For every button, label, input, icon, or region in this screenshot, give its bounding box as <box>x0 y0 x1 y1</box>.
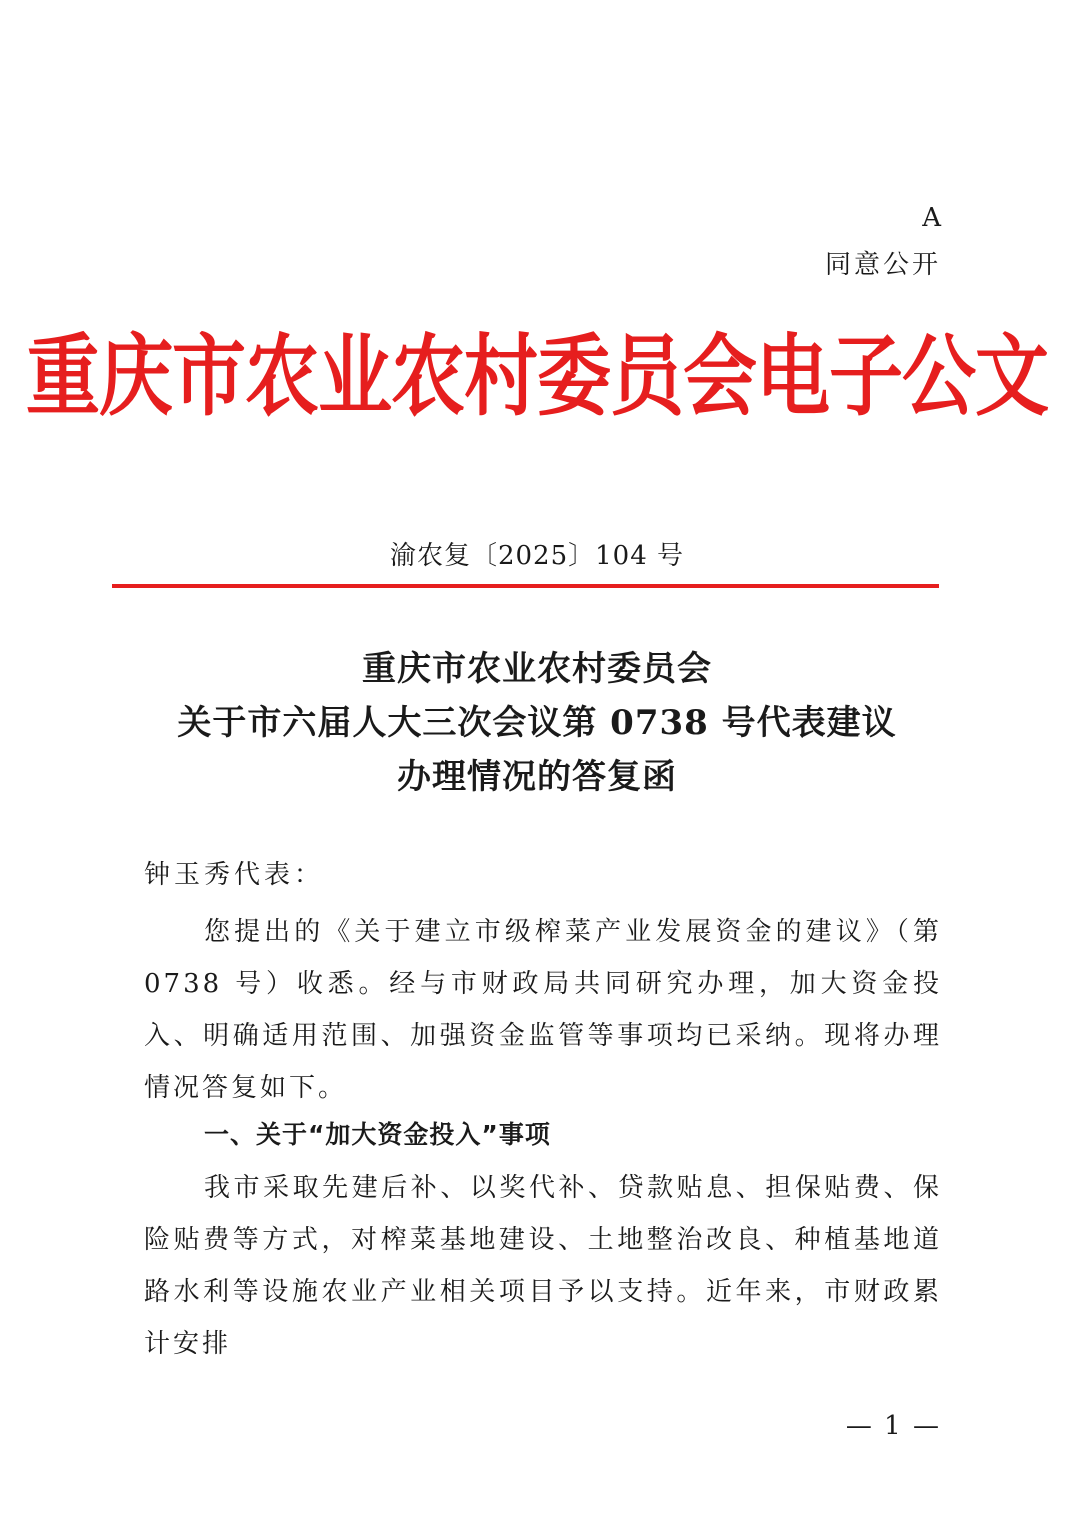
document-number: 渝农复〔2025〕104 号 <box>389 541 685 571</box>
document-grade-label: A <box>922 203 941 233</box>
document-title <box>0 642 1074 804</box>
salutation: 钟玉秀代表： <box>144 860 325 890</box>
masthead-title: 重庆市农业农村委员会电子公文 <box>26 325 1048 429</box>
title-line-1: 重庆市农业农村委员会 <box>362 649 712 689</box>
body-paragraph-1: 您提出的《关于建立市级榨菜产业发展资金的建议》（第 0738 号）收悉。经与市财政局共同研究办理，加大资金投入、明确适用范围、加强资金监管等事项均已采纳。现将办理情况答复如下。 <box>144 917 942 1103</box>
body-paragraph-2: 我市采取先建后补、以奖代补、贷款贴息、担保贴费、保险贴费等方式，对榨菜基地建设、土地整治改良、种植基地道路水利等设施农业产业相关项目予以支持。近年来，市财政累计安排 <box>144 1173 942 1359</box>
red-divider-line <box>112 584 939 588</box>
disclosure-status-label: 同意公开 <box>824 250 941 280</box>
title-line-3: 办理情况的答复函 <box>397 757 677 797</box>
page-number: — 1 — <box>845 1411 941 1441</box>
title-line-2: 关于市六届人大三次会议第 0738 号代表建议 <box>177 703 897 743</box>
section-heading-1: 一、关于“加大资金投入”事项 <box>204 1120 551 1149</box>
